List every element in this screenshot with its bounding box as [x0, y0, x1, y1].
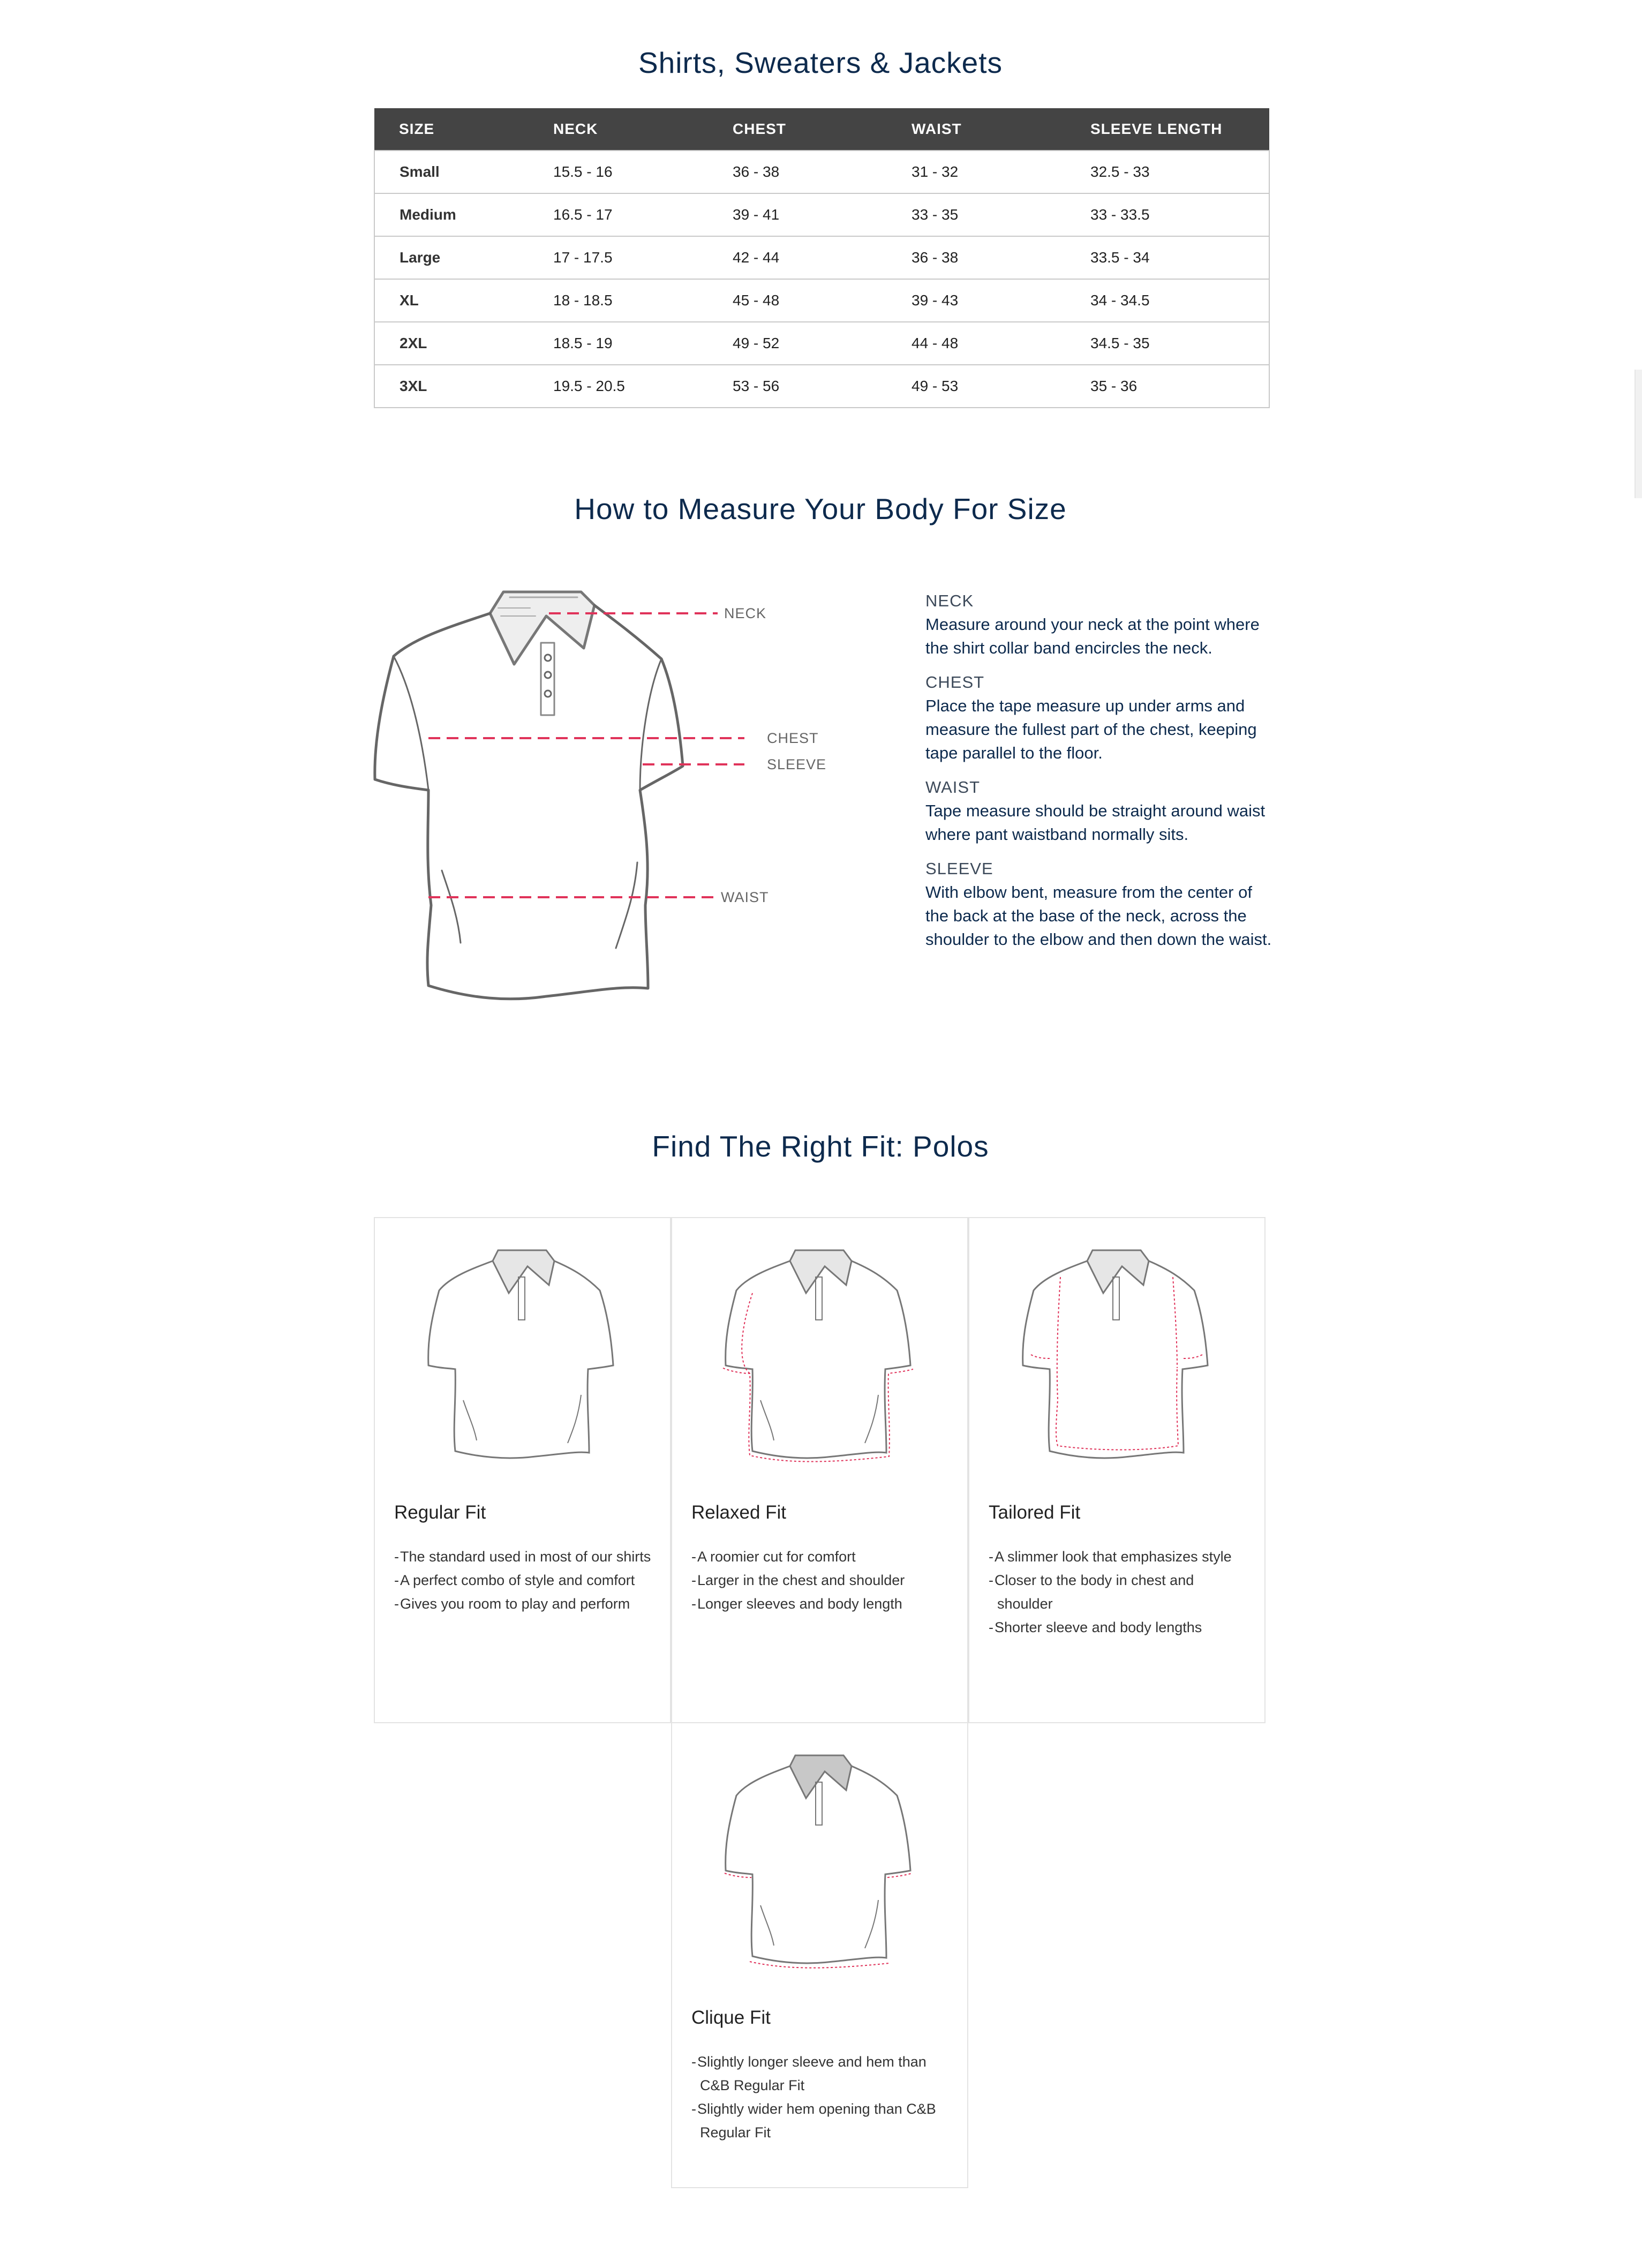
cell-sleeve: 35 - 36	[1066, 365, 1269, 408]
cell-sleeve: 33.5 - 34	[1066, 236, 1269, 279]
cell-waist: 49 - 53	[887, 365, 1066, 408]
cell-size: 2XL	[374, 322, 529, 365]
header-waist: WAIST	[887, 108, 1066, 151]
cell-waist: 33 - 35	[887, 193, 1066, 236]
header-size: SIZE	[374, 108, 529, 151]
list-item: - Closer to the body in chest and shoulder	[989, 1568, 1246, 1616]
cell-chest: 45 - 48	[708, 279, 887, 322]
def-text-chest: Place the tape measure up under arms and measure the fullest part of the chest, keeping tape parallel to the floor.	[925, 696, 1257, 762]
cell-neck: 19.5 - 20.5	[529, 365, 708, 408]
cell-neck: 15.5 - 16	[529, 151, 708, 193]
fit-name: Regular Fit	[394, 1502, 486, 1523]
measure-title: How to Measure Your Body For Size	[574, 492, 1067, 525]
cell-sleeve: 33 - 33.5	[1066, 193, 1269, 236]
list-item: - The standard used in most of our shirts	[394, 1545, 651, 1568]
def-term-neck: NECK	[925, 591, 974, 610]
measure-diagram	[370, 584, 827, 1012]
header-neck: NECK	[529, 108, 708, 151]
fit-name: Relaxed Fit	[691, 1502, 787, 1523]
header-sleeve-length: SLEEVE LENGTH	[1066, 108, 1269, 151]
def-text-sleeve: With elbow bent, measure from the center of the back at the base of the neck, across the shoulder to the elbow and then down the waist.	[925, 883, 1272, 949]
list-item: - Longer sleeves and body length	[691, 1592, 948, 1616]
clique-fit-shirt-icon	[720, 1745, 924, 1970]
cell-sleeve: 32.5 - 33	[1066, 151, 1269, 193]
list-item: - A perfect combo of style and comfort	[394, 1568, 651, 1592]
table-row	[374, 365, 1269, 408]
cell-chest: 49 - 52	[708, 322, 887, 365]
cell-size: Large	[374, 236, 529, 279]
list-item: - Gives you room to play and perform	[394, 1592, 651, 1616]
relaxed-fit-shirt-icon	[720, 1240, 924, 1465]
table-row	[374, 151, 1269, 193]
table-header-row	[374, 108, 1269, 151]
def-term-sleeve: SLEEVE	[925, 859, 993, 878]
cell-size: Medium	[374, 193, 529, 236]
cell-sleeve: 34 - 34.5	[1066, 279, 1269, 322]
def-term-chest: CHEST	[925, 673, 985, 692]
fit-points	[989, 1545, 1246, 1639]
fit-points	[691, 2050, 948, 2144]
cell-waist: 36 - 38	[887, 236, 1066, 279]
fit-card-regular	[374, 1217, 671, 1723]
diagram-label-waist: WAIST	[721, 889, 769, 905]
list-item: - Shorter sleeve and body lengths	[989, 1616, 1246, 1639]
cell-size: XL	[374, 279, 529, 322]
list-item: - A roomier cut for comfort	[691, 1545, 948, 1568]
cell-chest: 36 - 38	[708, 151, 887, 193]
fit-card-clique	[671, 1722, 968, 2188]
fit-card-relaxed	[671, 1217, 968, 1723]
table-row	[374, 279, 1269, 322]
def-text-neck: Measure around your neck at the point where the shirt collar band encircles the neck.	[925, 615, 1260, 657]
diagram-label-sleeve: SLEEVE	[767, 756, 827, 772]
size-chart-title: Shirts, Sweaters & Jackets	[638, 46, 1003, 79]
def-term-waist: WAIST	[925, 778, 981, 797]
header-chest: CHEST	[708, 108, 887, 151]
cell-waist: 44 - 48	[887, 322, 1066, 365]
regular-fit-shirt-icon	[423, 1240, 627, 1465]
cell-size: 3XL	[374, 365, 529, 408]
cell-size: Small	[374, 151, 529, 193]
def-text-waist: Tape measure should be straight around waist where pant waistband normally sits.	[925, 801, 1266, 844]
cell-neck: 17 - 17.5	[529, 236, 708, 279]
fit-points	[394, 1545, 651, 1616]
cell-chest: 53 - 56	[708, 365, 887, 408]
diagram-label-chest: CHEST	[767, 730, 819, 746]
cell-chest: 39 - 41	[708, 193, 887, 236]
cell-sleeve: 34.5 - 35	[1066, 322, 1269, 365]
list-item: - Slightly longer sleeve and hem than C&B Regular Fit	[691, 2050, 948, 2097]
cell-neck: 16.5 - 17	[529, 193, 708, 236]
list-item: - Slightly wider hem opening than C&B Regular Fit	[691, 2097, 948, 2144]
cell-waist: 31 - 32	[887, 151, 1066, 193]
list-item: - A slimmer look that emphasizes style	[989, 1545, 1246, 1568]
fit-name: Clique Fit	[691, 2007, 771, 2028]
tailored-fit-shirt-icon	[1018, 1240, 1221, 1465]
cell-waist: 39 - 43	[887, 279, 1066, 322]
table-row	[374, 236, 1269, 279]
size-table	[374, 108, 1270, 408]
scrollbar[interactable]	[1635, 370, 1642, 498]
fits-title: Find The Right Fit: Polos	[652, 1130, 989, 1163]
cell-neck: 18.5 - 19	[529, 322, 708, 365]
cell-neck: 18 - 18.5	[529, 279, 708, 322]
fit-card-tailored	[968, 1217, 1266, 1723]
diagram-label-neck: NECK	[724, 605, 767, 621]
fit-name: Tailored Fit	[989, 1502, 1081, 1523]
table-row	[374, 193, 1269, 236]
table-row	[374, 322, 1269, 365]
cell-chest: 42 - 44	[708, 236, 887, 279]
fit-points	[691, 1545, 948, 1616]
measure-definitions	[925, 589, 1279, 951]
list-item: - Larger in the chest and shoulder	[691, 1568, 948, 1592]
